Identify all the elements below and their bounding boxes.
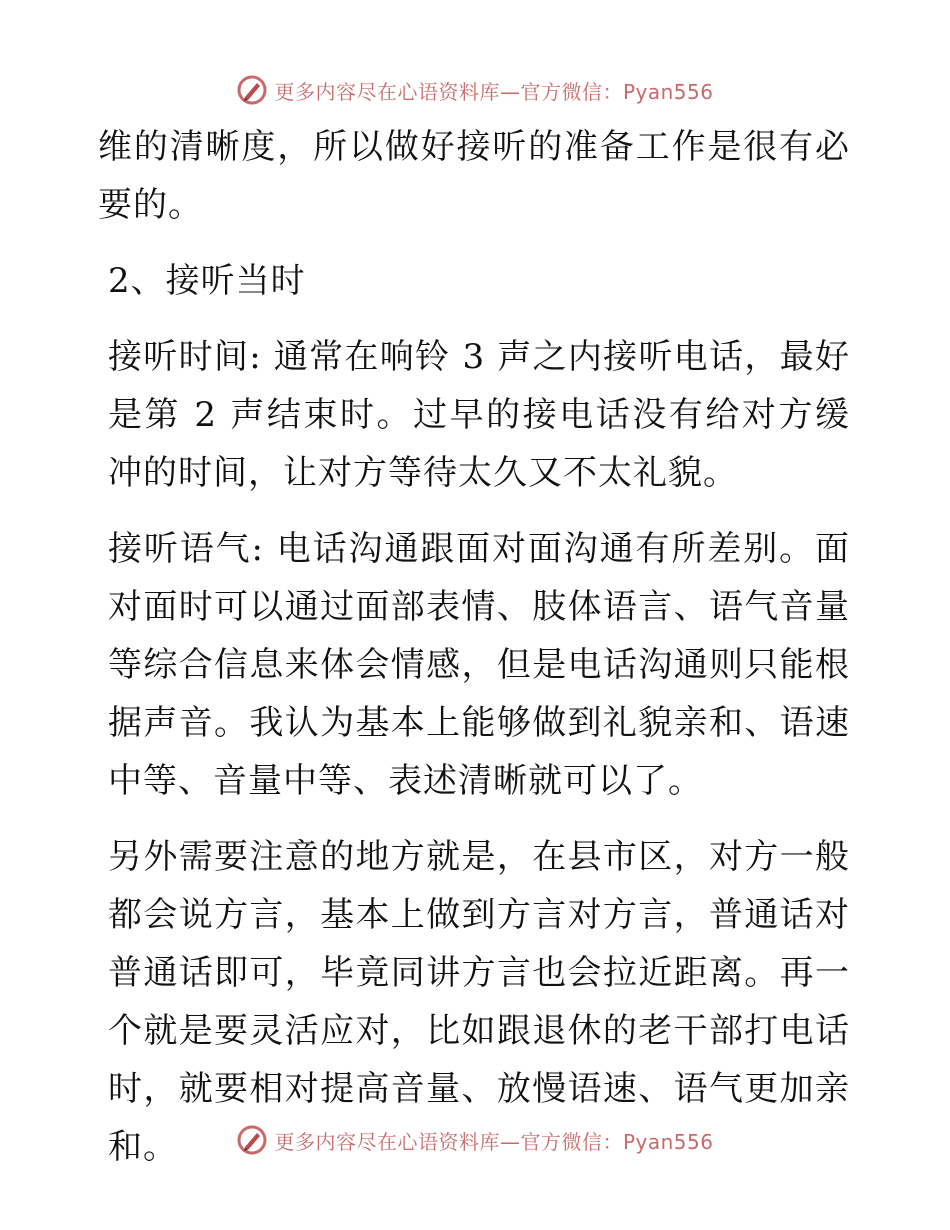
paragraph-answer-tone: 接听语气: 电话沟通跟面对面沟通有所差别。面对面时可以通过面部表情、肢体语言、语气音量等综合信息来体会情感，但是电话沟通则只能根据声音。我认为基本上能够做到礼貌亲和、语速中等、音量中等、表述清晰就可以了。 [108,529,850,801]
pen-logo-icon [236,1124,268,1156]
section-heading: 2、接听当时 [108,261,306,301]
paragraph-continuation: 维的清晰度，所以做好接听的准备工作是很有必要的。 [98,127,850,225]
pen-logo-icon [236,74,268,106]
watermark-text: 更多内容尽在心语资料库—官方微信：Pyan556 [274,1129,714,1154]
document-body [98,118,850,1194]
header-watermark [0,70,950,110]
paragraph-dialect-note: 另外需要注意的地方就是，在县市区，对方一般都会说方言，基本上做到方言对方言，普通话对普通话即可，毕竟同讲方言也会拉近距离。再一个就是要灵活应对，比如跟退休的老干部打电话时，就要相对提高音量、放慢语速、语气更加亲和。 [108,837,850,1167]
footer-watermark [0,1120,950,1160]
paragraph-answer-time: 接听时间: 通常在响铃 3 声之内接听电话，最好是第 2 声结束时。过早的接电话没有给对方缓冲的时间，让对方等待太久又不太礼貌。 [108,337,850,493]
watermark-text: 更多内容尽在心语资料库—官方微信：Pyan556 [274,79,714,104]
